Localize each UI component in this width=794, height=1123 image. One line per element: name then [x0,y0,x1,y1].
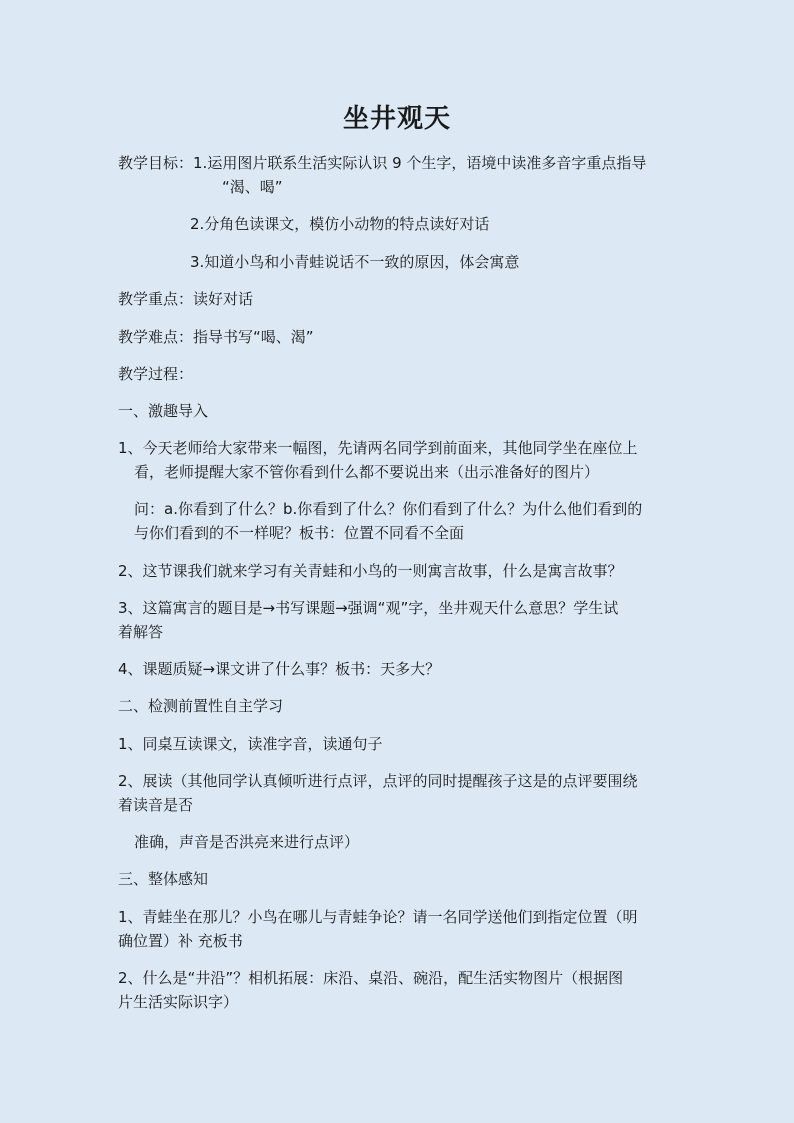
section-heading-1: 一、激趣导入 [118,402,209,420]
difficulty: 教学难点：指导书写“喝、渴” [118,328,314,346]
part3-p1-line1: 1、青蛙坐在那儿？小鸟在哪儿与青蛙争论？请一名同学送他们到指定位置（明 [118,908,638,926]
part3-p2-line1: 2、什么是“井沿”？相机拓展：床沿、桌沿、碗沿，配生活实物图片（根据图 [118,969,624,987]
objective-item-1-cont: “渴、喝” [222,178,283,196]
part1-p3-line2: 着解答 [118,623,164,641]
part1-p2: 2、这节课我们就来学习有关青蛙和小鸟的一则寓言故事，什么是寓言故事？ [118,562,623,580]
section-heading-3: 三、整体感知 [118,870,209,888]
part1-p1-line1: 1、今天老师给大家带来一幅图，先请两名同学到前面来，其他同学坐在座位上 [118,439,638,457]
objectives-line-1 [118,152,646,174]
key-point: 教学重点：读好对话 [118,290,254,308]
part2-p1: 1、同桌互读课文，读准字音，读通句子 [118,735,383,753]
document-title: 坐井观天 [342,104,451,134]
part2-p2-line3: 准确，声音是否洪亮来进行点评） [134,833,360,851]
part1-p1-line2: 看，老师提醒大家不管你看到什么都不要说出来（出示准备好的图片） [134,463,600,481]
objective-item-1: 1.运用图片联系生活实际认识 9 个生字，语境中读准多音字重点指导 [193,154,647,172]
part1-p4: 4、课题质疑→课文讲了什么事？板书：天多大？ [118,660,441,678]
part3-p1-line2: 确位置）补 充板书 [118,932,243,950]
part2-p2-line2: 着读音是否 [118,796,194,814]
part1-p3-line1: 3、这篇寓言的题目是→书写课题→强调“观”字，坐井观天什么意思？学生试 [118,599,619,617]
objective-item-3: 3.知道小鸟和小青蛙说话不一致的原因，体会寓意 [190,253,520,271]
section-heading-2: 二、检测前置性自主学习 [118,697,284,715]
objective-item-2: 2.分角色读课文，模仿小动物的特点读好对话 [190,215,490,233]
objectives-label: 教学目标： [118,154,194,172]
part3-p2-line2: 片生活实际识字） [118,993,239,1011]
process-label: 教学过程： [118,365,194,383]
part1-question-line1: 问：a.你看到了什么？b.你看到了什么？你们看到了什么？为什么他们看到的 [134,500,643,518]
part1-question-line2: 与你们看到的不一样呢？板书：位置不同看不全面 [134,524,465,542]
part2-p2-line1: 2、展读（其他同学认真倾听进行点评，点评的同时提醒孩子这是的点评要围绕 [118,772,638,790]
